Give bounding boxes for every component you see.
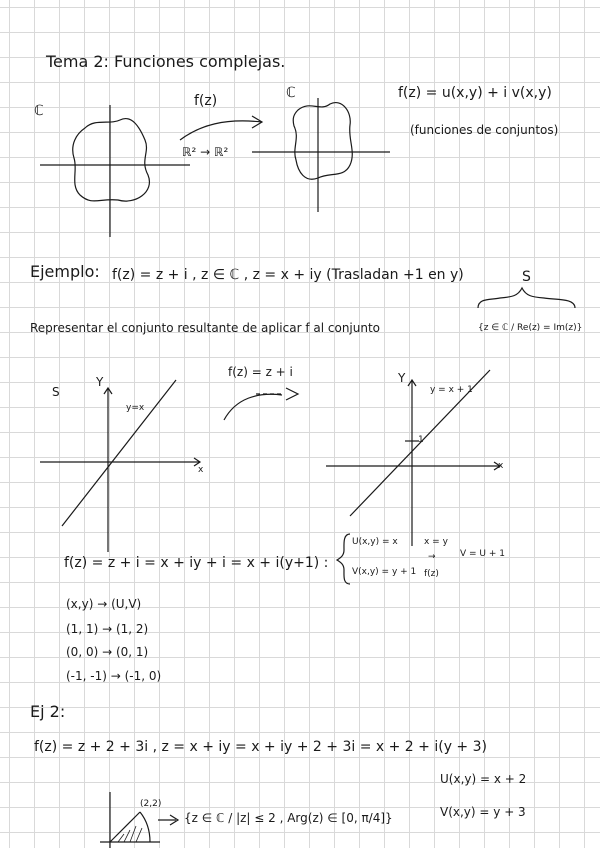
left-blob — [73, 119, 150, 202]
mapping-header: (x,y) → (U,V) — [66, 597, 142, 611]
graph1-set-label: S — [52, 385, 60, 399]
condition-arrow: → — [428, 552, 436, 562]
set-definition: {z ∈ ℂ / Re(z) = Im(z)} — [478, 323, 583, 333]
mapping-row: (-1, -1) → (-1, 0) — [66, 669, 162, 683]
example2-v: V(x,y) = y + 3 — [440, 805, 526, 819]
graph1-x-label: x — [198, 465, 204, 475]
graph2-x-label: x — [498, 461, 504, 471]
example2-heading: Ej 2: — [30, 702, 66, 721]
example2-point: (2,2) — [140, 799, 162, 809]
example2-set: {z ∈ ℂ / |z| ≤ 2 , Arg(z) ∈ [0, π/4]} — [184, 811, 393, 825]
example2-statement: f(z) = z + 2 + 3i , z = x + iy = x + iy + 2 + 3i = x + 2 + i(y + 3) — [34, 739, 487, 755]
map-label: f(z) — [194, 93, 218, 109]
definition-formula: f(z) = u(x,y) + i v(x,y) — [398, 85, 552, 101]
graph2-line-label: y = x + 1 — [430, 385, 473, 395]
mapping-row: (1, 1) → (1, 2) — [66, 622, 149, 636]
map-arrow — [180, 121, 262, 140]
right-blob — [293, 103, 352, 180]
system-brace — [337, 534, 350, 584]
graph1-y-label: Y — [96, 375, 104, 389]
graph-map-arrow-head — [286, 388, 298, 400]
graph1-line-label: y=x — [126, 403, 145, 413]
example1-statement: f(z) = z + i , z ∈ ℂ , z = x + iy (Trasladan +1 en y) — [112, 267, 464, 283]
system-v: V(x,y) = y + 1 — [352, 567, 417, 577]
graph2-y-label: Y — [398, 371, 406, 385]
set-brace — [478, 288, 575, 308]
ej2-arc — [140, 812, 150, 842]
mapping-row: (0, 0) → (0, 1) — [66, 645, 149, 659]
result: V = U + 1 — [460, 549, 505, 559]
example2-u: U(x,y) = x + 2 — [440, 772, 527, 786]
condition-top: x = y — [424, 537, 448, 547]
graph1-line — [62, 380, 176, 526]
right-plane-label: ℂ — [286, 85, 296, 101]
set-letter: S — [522, 269, 531, 285]
system-u: U(x,y) = x — [352, 537, 398, 547]
left-plane-label: ℂ — [34, 103, 44, 119]
graph-map-arrow — [224, 394, 282, 420]
example1-heading: Ejemplo: — [30, 262, 100, 281]
represent-text: Representar el conjunto resultante de aplicar f al conjunto — [30, 321, 381, 335]
graph-map-label: f(z) = z + i — [228, 365, 293, 379]
definition-note: (funciones de conjuntos) — [410, 123, 559, 137]
map-r2-label: ℝ² → ℝ² — [182, 145, 229, 159]
page-title: Tema 2: Funciones complejas. — [46, 52, 286, 71]
condition-bottom: f(z) — [424, 569, 439, 579]
computation-expression: f(z) = z + i = x + iy + i = x + i(y+1) : — [64, 555, 329, 571]
graph2-intercept: 1 — [418, 435, 424, 445]
